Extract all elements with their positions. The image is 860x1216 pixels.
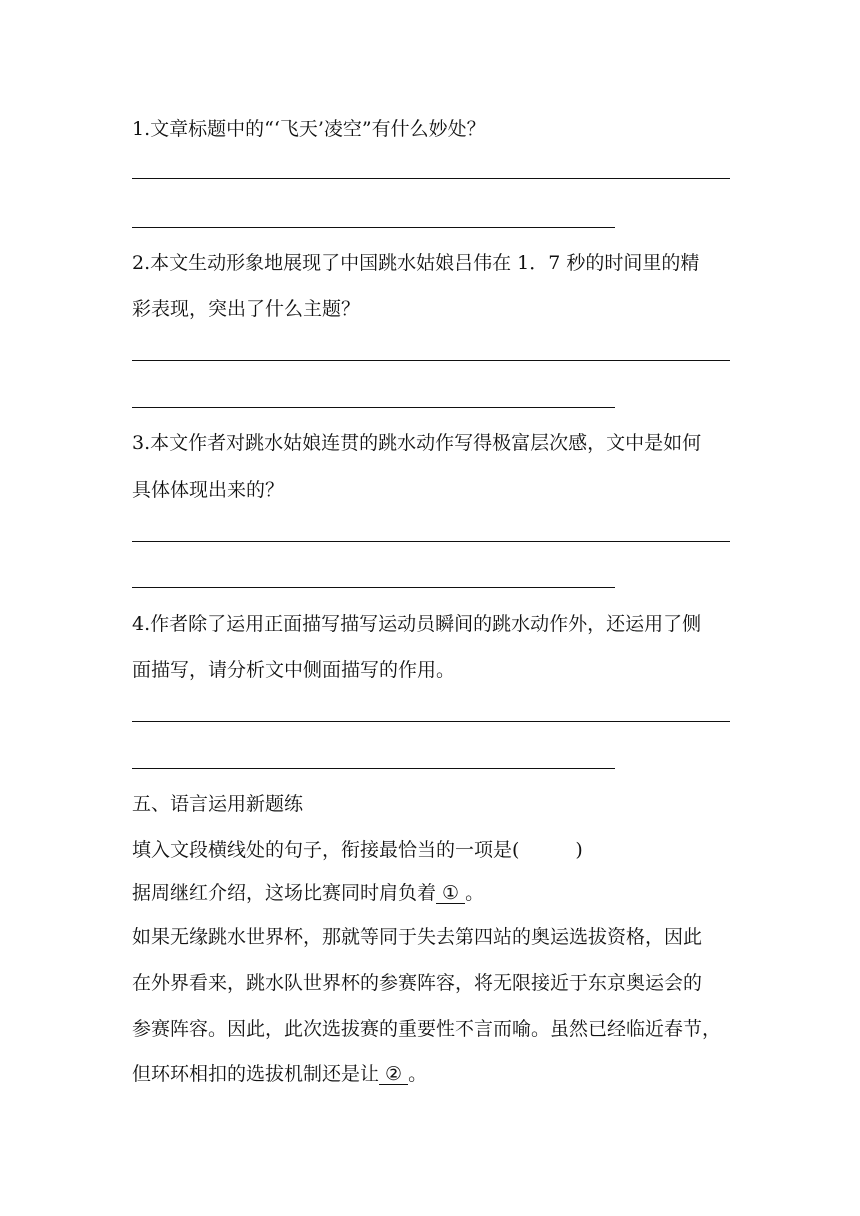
answer-line[interactable] [132, 178, 730, 179]
answer-line[interactable] [132, 227, 615, 228]
question-3-line-2: 具体体现出来的？ [132, 479, 285, 501]
answer-line[interactable] [132, 587, 615, 588]
passage-line-2: 如果无缘跳水世界杯，那就等同于失去第四站的奥运选拔资格，因此 [132, 926, 703, 948]
question-2-line-2: 彩表现，突出了什么主题？ [132, 298, 361, 320]
section-prompt: 填入文段横线处的句子，衔接最恰当的一项是( ) [132, 839, 583, 861]
blank-1: ① [436, 882, 466, 904]
passage-line-5: 但环环相扣的选拔机制还是让 ② 。 [132, 1063, 428, 1085]
question-1: 1.文章标题中的“‘飞天’凌空”有什么妙处？ [132, 118, 486, 140]
answer-line[interactable] [132, 768, 615, 769]
passage-line-3: 在外界看来，跳水队世界杯的参赛阵容，将无限接近于东京奥运会的 [132, 972, 703, 994]
answer-line[interactable] [132, 721, 730, 722]
question-4-line-1: 4.作者除了运用正面描写描写运动员瞬间的跳水动作外，还运用了侧 [132, 613, 702, 635]
passage-line-4: 参赛阵容。因此，此次选拔赛的重要性不言而喻。虽然已经临近春节， [132, 1018, 722, 1040]
answer-line[interactable] [132, 360, 730, 361]
question-4-line-2: 面描写，请分析文中侧面描写的作用。 [132, 659, 456, 681]
answer-line[interactable] [132, 541, 730, 542]
blank-2: ② [379, 1063, 409, 1085]
answer-line[interactable] [132, 407, 615, 408]
passage-line-1: 据周继红介绍，这场比赛同时肩负着 ① 。 [132, 882, 485, 904]
section-heading: 五、语言运用新题练 [132, 793, 304, 815]
question-3-line-1: 3.本文作者对跳水姑娘连贯的跳水动作写得极富层次感，文中是如何 [132, 432, 702, 454]
question-2-line-1: 2.本文生动形象地展现了中国跳水姑娘吕伟在 1．7 秒的时间里的精 [132, 252, 700, 274]
